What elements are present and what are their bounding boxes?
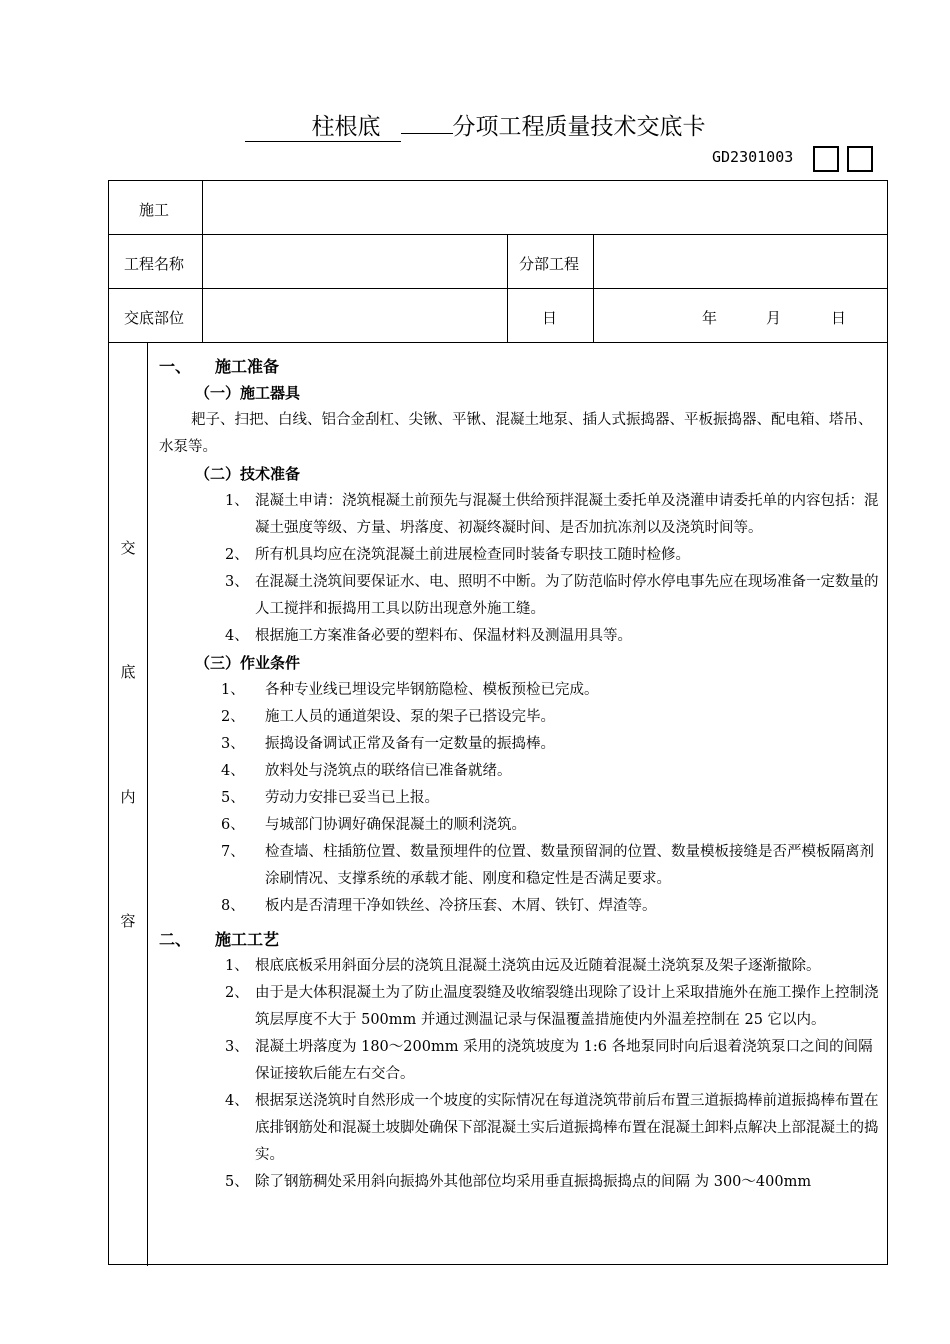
- location-field[interactable]: [209, 295, 499, 335]
- unit-value-field[interactable]: [209, 189, 879, 227]
- unit-label: 施工: [139, 201, 170, 219]
- list-item: 5、 劳动力安排已妥当已上报。: [221, 790, 439, 806]
- list-item: 7、 检查墙、柱插筋位置、数量预埋件的位置、数量预留洞的位置、数量模板接缝是否严模板隔离剂涂刷情况、支撑系统的承载才能、刚度和稳定性是否满足要求。: [221, 844, 874, 887]
- list-item: 3、 振捣设备调试正常及备有一定数量的振捣棒。: [221, 736, 555, 752]
- location-label: 交底部位: [124, 309, 185, 327]
- handover-form: [108, 180, 888, 1265]
- list-item: 1、 混凝土申请：浇筑棍凝土前预先与混凝土供给预拌混凝土委托单及浇灌申请委托单的内容包括：混凝土强度等级、方量、坍落度、初凝终凝时间、是否加抗冻剂以及浇筑时间等。: [225, 493, 879, 536]
- section-heading: 二、 施工工艺: [159, 930, 280, 949]
- column-divider: [202, 181, 203, 342]
- division-label: 分部工程: [519, 255, 580, 273]
- list-item: 1、 各种专业线已埋设完毕钢筋隐检、模板预检已完成。: [221, 682, 599, 698]
- subsection-heading: （二）技术准备: [195, 465, 301, 483]
- checkbox-2[interactable]: [847, 146, 873, 172]
- project-name-label: 工程名称: [124, 255, 185, 273]
- date-day: 日: [831, 309, 847, 327]
- subsection-heading: （一）施工器具: [195, 384, 301, 402]
- section-heading: 一、 施工准备: [159, 357, 280, 376]
- row-divider: [109, 342, 887, 343]
- list-item: 3、 在混凝土浇筑间要保证水、电、照明不中断。为了防范临时停水停电事先应在现场准备一定数量的人工搅拌和振捣用工具以防出现意外施工缝。: [225, 574, 879, 617]
- handover-content: [159, 353, 881, 1196]
- title-underline-gap: [401, 133, 453, 134]
- list-item: 2、 所有机具均应在浇筑混凝土前进展检查同时装备专职技工随时检修。: [225, 547, 690, 563]
- checkbox-1[interactable]: [813, 146, 839, 172]
- column-divider: [507, 234, 508, 342]
- list-item: 2、 由于是大体积混凝土为了防止温度裂缝及收缩裂缝出现除了设计上采取措施外在施工操作上控制浇筑层厚度不大于 500mm 并通过测温记录与保温覆盖措施使内外温差控制在 25 它以内。: [225, 985, 879, 1028]
- project-name-field[interactable]: [209, 241, 499, 281]
- division-field[interactable]: [599, 241, 879, 281]
- list-item: 1、 根底底板采用斜面分层的浇筑且混凝土浇筑由远及近随着混凝土浇筑泵及架子逐渐撤除。: [225, 958, 821, 974]
- date-month: 月: [766, 309, 782, 327]
- subsection-heading: （三）作业条件: [195, 654, 301, 672]
- side-label-char: 内: [120, 788, 136, 806]
- document-code: GD2301003: [712, 148, 794, 166]
- side-label-char: 底: [120, 663, 136, 681]
- list-item: 2、 施工人员的通道架设、泵的架子已搭设完毕。: [221, 709, 555, 725]
- list-item: 3、 混凝土坍落度为 180～200mm 采用的浇筑坡度为 1:6 各地泵同时向后退着浇筑泵口之间的间隔 保证接软后能左右交合。: [225, 1039, 873, 1082]
- page-title: [0, 108, 950, 142]
- column-divider: [147, 342, 148, 1266]
- row-divider: [109, 288, 887, 289]
- date-year: 年: [702, 309, 718, 327]
- tools-paragraph: 耙子、扫把、白线、铝合金刮杠、尖锹、平锹、混凝土地泵、插人式振捣器、平板振捣器、配电箱、塔吊、水泵等。: [159, 412, 873, 455]
- list-item: 4、 根据施工方案准备必要的塑料布、保温材料及测温用具等。: [225, 628, 632, 644]
- side-label-char: 容: [120, 912, 136, 930]
- list-item: 6、 与城部门协调好确保混凝土的顺利浇筑。: [221, 817, 526, 833]
- list-item: 5、 除了钢筋稠处采用斜向振捣外其他部位均采用垂直振捣振捣点的间隔 为 300～400mm: [225, 1174, 812, 1190]
- conditions-list: [159, 677, 881, 920]
- title-subject: 柱根底: [245, 108, 401, 142]
- title-suffix: 分项工程质量技术交底卡: [452, 114, 706, 140]
- list-item: 8、 板内是否清理干净如铁丝、冷挤压套、木屑、铁钉、焊渣等。: [221, 898, 657, 914]
- process-list: [159, 953, 881, 1196]
- row-divider: [109, 234, 887, 235]
- tech-list: [159, 488, 881, 650]
- list-item: 4、 根据泵送浇筑时自然形成一个坡度的实际情况在每道浇筑带前后布置三道振捣棒前道振捣棒布置在底排钢筋处和混凝土坡脚处确保下部混凝土实后道振捣棒布置在混凝土卸料点解决上部混凝土的捣实。: [225, 1093, 879, 1163]
- list-item: 4、 放料处与浇筑点的联络信已准备就绪。: [221, 763, 512, 779]
- column-divider: [593, 234, 594, 342]
- side-label-char: 交: [120, 539, 136, 557]
- date-label: 日: [542, 309, 558, 327]
